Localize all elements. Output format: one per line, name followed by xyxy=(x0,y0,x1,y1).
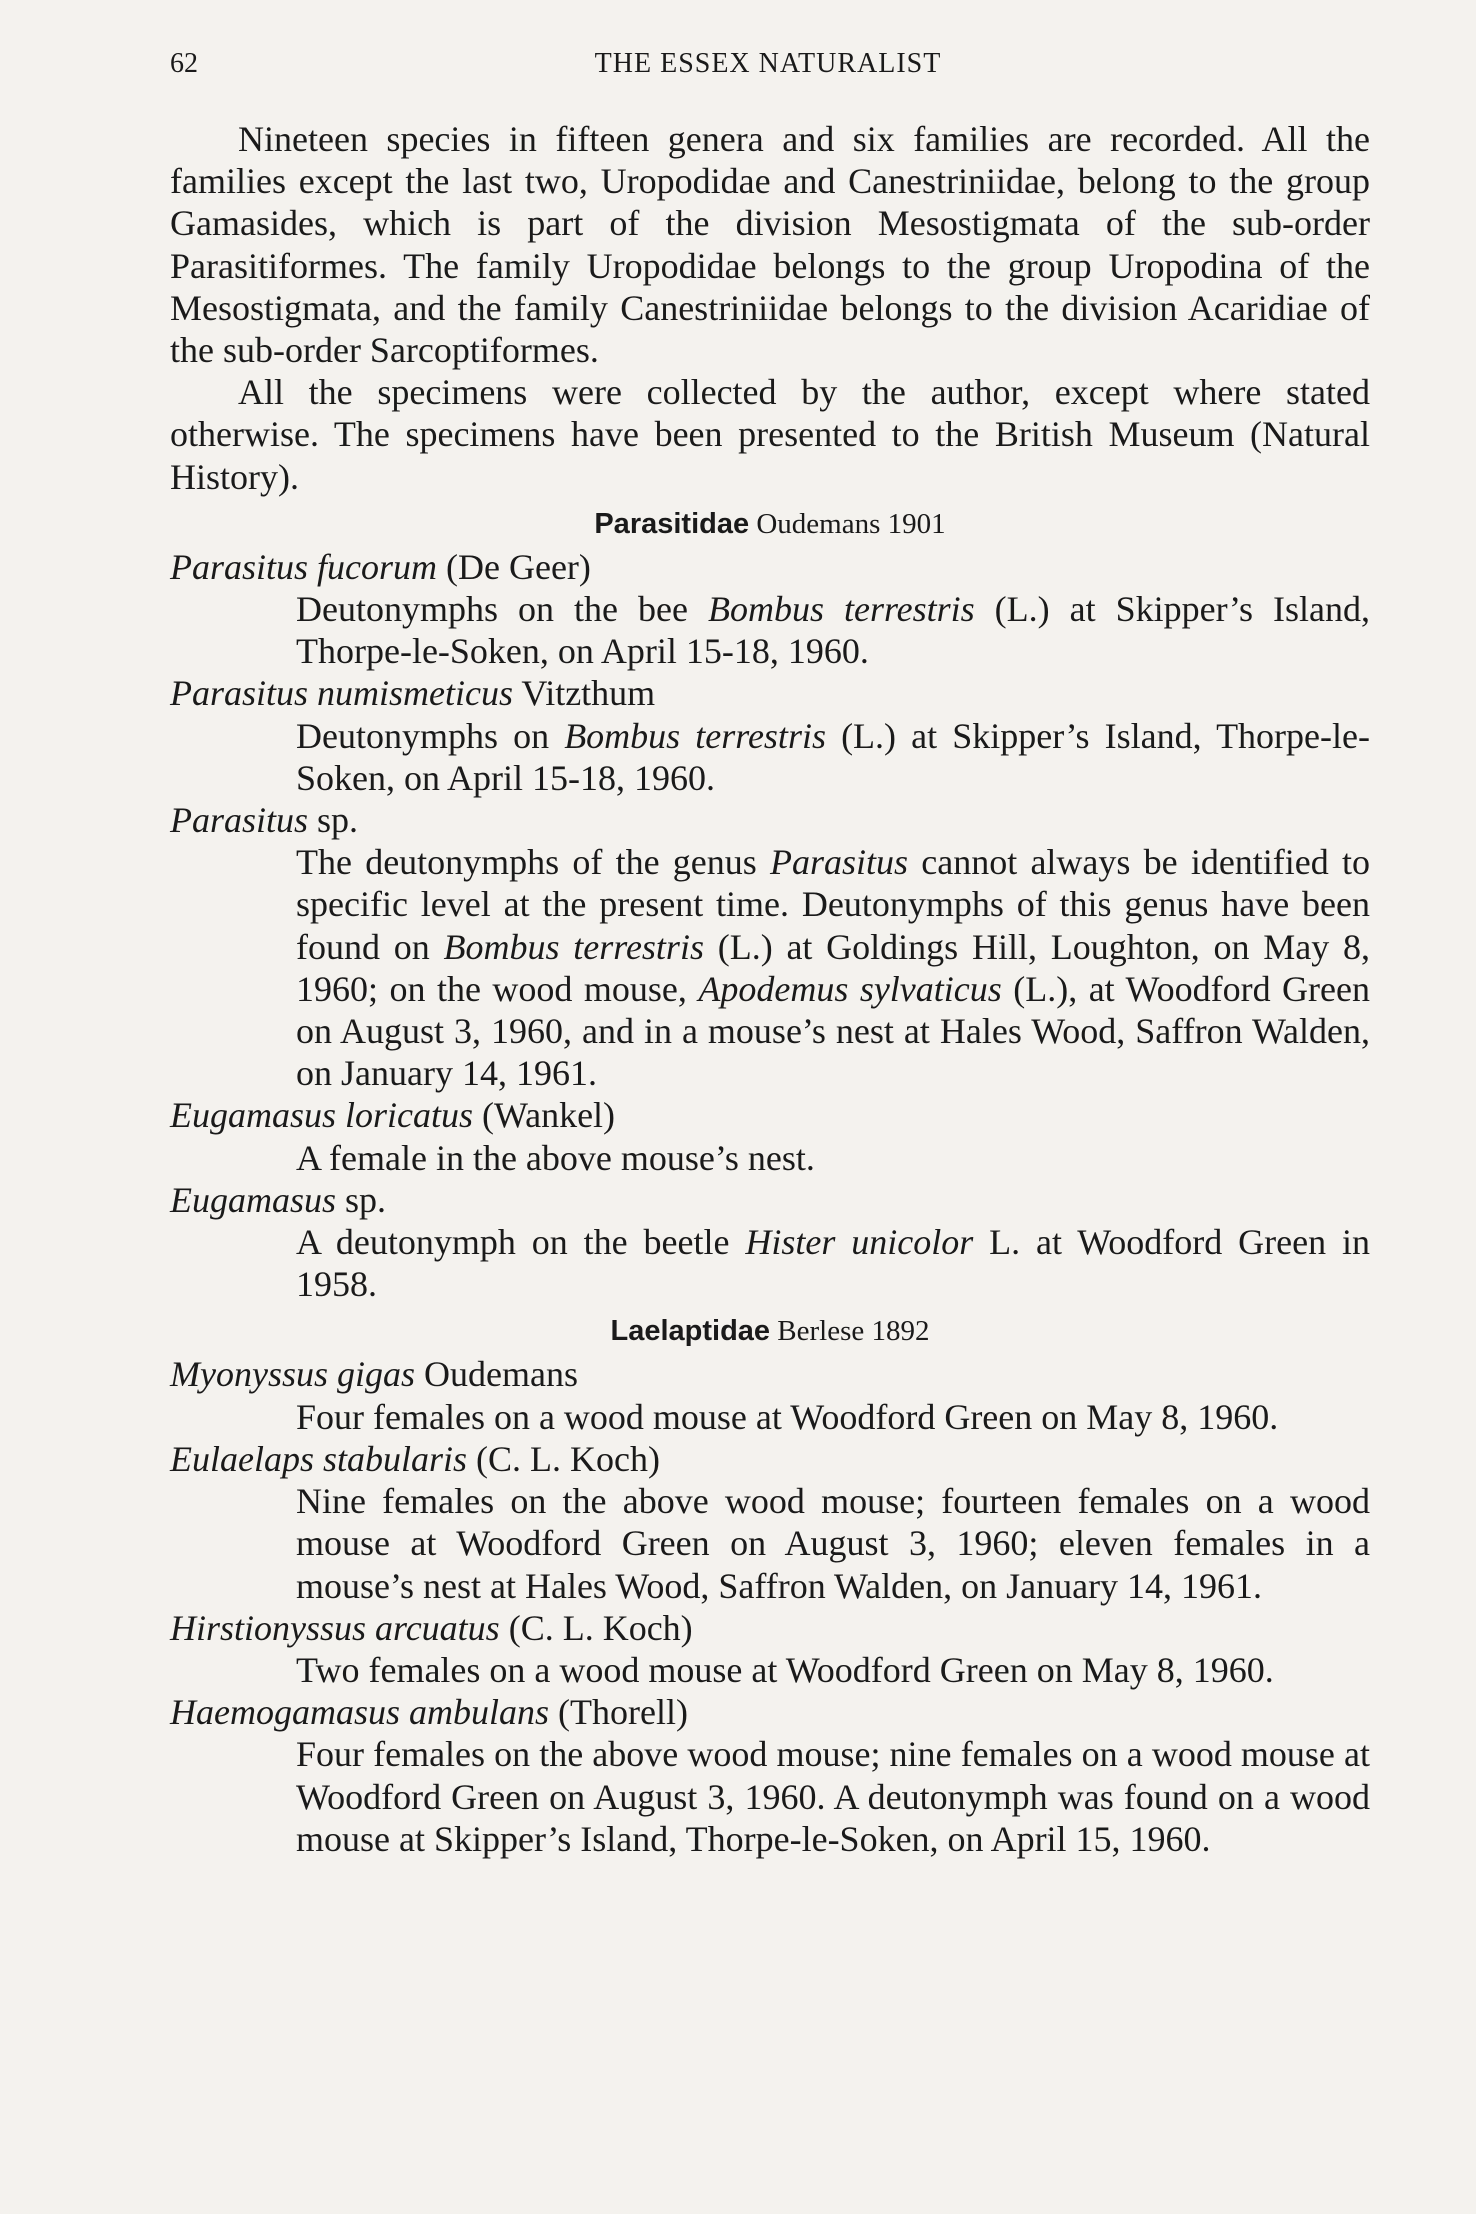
species-authority: (C. L. Koch) xyxy=(467,1438,660,1479)
species-note xyxy=(296,1733,1370,1860)
species-name: Haemogamasus ambulans xyxy=(170,1692,550,1733)
running-head xyxy=(170,48,1366,88)
species-note xyxy=(296,1137,1370,1179)
species-note xyxy=(296,1221,1370,1305)
species-name: Parasitus xyxy=(170,800,309,841)
note-text: cannot always be identified to specific level at the present time. Deutonymphs of this genus have been found on xyxy=(296,842,1370,967)
note-text: A deutonymph on the beetle xyxy=(296,1222,746,1263)
family-authority: Oudemans 1901 xyxy=(749,507,946,540)
species-name: Eugamasus xyxy=(170,1179,337,1220)
note-text: A female in the above mouse’s nest. xyxy=(296,1137,815,1178)
species-authority: (De Geer) xyxy=(437,546,591,587)
note-text: Four females on the above wood mouse; nine females on a wood mouse at Woodford Green on August 3, 1960. A deutonymph was found on a wood mouse at Skipper’s Island, Thorpe-le-Soken, on April 15, 1960. xyxy=(296,1734,1370,1859)
taxon-name: Parasitus xyxy=(770,842,909,883)
species-entry xyxy=(170,1179,1370,1221)
species-name: Eugamasus loricatus xyxy=(170,1095,474,1136)
note-text: Two females on a wood mouse at Woodford Green on May 8, 1960. xyxy=(296,1649,1274,1690)
taxon-name: Bombus terrestris xyxy=(707,589,975,630)
species-authority: Oudemans xyxy=(415,1354,578,1395)
species-note xyxy=(296,1396,1370,1438)
species-note xyxy=(296,1649,1370,1691)
species-note xyxy=(296,841,1370,1094)
note-text: Deutonymphs on the bee xyxy=(296,589,708,630)
family-heading xyxy=(170,502,1370,546)
intro-paragraph: Nineteen species in fifteen genera and six families are recorded. All the families except the last two, Uropodidae and Canestriniidae, belong to the group Gamasides, which is part of the division Mesostigmata of the sub-order Parasitiformes. The family Uropodidae belongs to the group Uropodina of the Mesostigmata, and the family Canestriniidae belongs to the division Acaridiae of the sub-order Sarcoptiformes. xyxy=(170,119,1370,371)
species-name: Parasitus numismeticus xyxy=(170,673,514,714)
note-text: Nine females on the above wood mouse; fourteen females on a wood mouse at Woodford Green on August 3, 1960; eleven females in a mouse’s nest at Hales Wood, Saffron Walden, on January 14, 1961. xyxy=(296,1481,1370,1606)
species-note xyxy=(296,588,1370,672)
taxon-name: Hister unicolor xyxy=(745,1222,974,1263)
species-entry xyxy=(170,1438,1370,1480)
species-name: Eulaelaps stabularis xyxy=(170,1438,468,1479)
family-heading xyxy=(170,1309,1370,1353)
note-text: L. at Woodford Green in 1958. xyxy=(296,1222,1370,1305)
species-entry xyxy=(170,672,1370,714)
species-authority: Vitzthum xyxy=(513,673,656,714)
species-entry xyxy=(170,1094,1370,1136)
species-name: Hirstionyssus arcuatus xyxy=(170,1607,500,1648)
species-authority: (Thorell) xyxy=(549,1692,688,1733)
article-body xyxy=(170,118,1370,1860)
family-authority: Berlese 1892 xyxy=(770,1315,930,1348)
species-entry xyxy=(170,1353,1370,1395)
note-text: (L.) at Skipper’s Island, Thorpe-le-Soken, on April 15-18, 1960. xyxy=(296,589,1370,672)
note-text: (L.), at Woodford Green on August 3, 1960, and in a mouse’s nest at Hales Wood, Saffron Walden, on January 14, 1961. xyxy=(296,968,1370,1094)
species-note xyxy=(296,1480,1370,1607)
species-authority: (C. L. Koch) xyxy=(499,1607,693,1648)
intro-paragraph: All the specimens were collected by the author, except where stated otherwise. The specimens have been presented to the British Museum (Natural History). xyxy=(170,372,1370,497)
species-name: Myonyssus gigas xyxy=(170,1354,415,1395)
species-list xyxy=(170,502,1370,1860)
species-entry xyxy=(170,799,1370,841)
species-authority: (Wankel) xyxy=(473,1095,616,1136)
taxon-name: Bombus terrestris xyxy=(443,926,704,967)
note-text: Deutonymphs on xyxy=(296,715,565,756)
species-entry xyxy=(170,1691,1370,1733)
journal-title: THE ESSEX NATURALIST xyxy=(594,48,942,79)
note-text: The deutonymphs of the genus xyxy=(296,842,771,883)
note-text: (L.) at Skipper’s Island, Thorpe-le-Soken, on April 15-18, 1960. xyxy=(296,715,1370,798)
species-authority: sp. xyxy=(336,1179,387,1220)
taxon-name: Bombus terrestris xyxy=(564,715,826,756)
taxon-name: Apodemus sylvaticus xyxy=(698,968,1002,1009)
species-name: Parasitus fucorum xyxy=(170,546,438,587)
species-entry xyxy=(170,1607,1370,1649)
page-number: 62 xyxy=(170,48,198,79)
note-text: (L.) at Goldings Hill, Loughton, on May 8, 1960; on the wood mouse, xyxy=(296,926,1370,1009)
family-name: Parasitidae xyxy=(594,507,750,540)
species-note xyxy=(296,715,1370,799)
species-authority: sp. xyxy=(308,800,359,841)
species-entry xyxy=(170,546,1370,588)
note-text: Four females on a wood mouse at Woodford Green on May 8, 1960. xyxy=(296,1396,1279,1437)
family-name: Laelaptidae xyxy=(610,1315,771,1348)
